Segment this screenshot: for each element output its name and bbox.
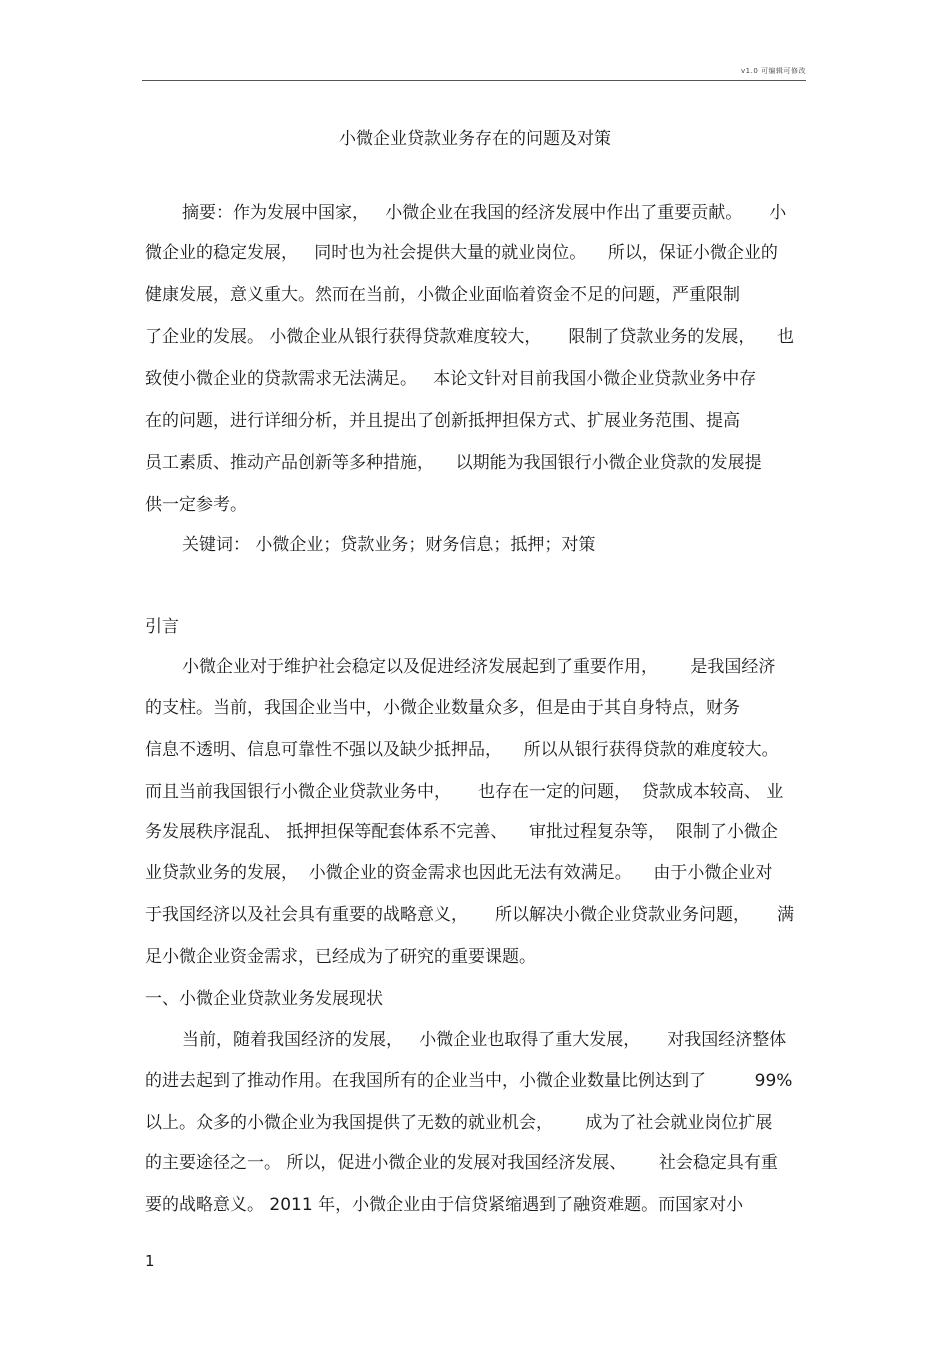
intro-line: 务发展秩序混乱、 抵押担保等配套体系不完善、 审批过程复杂等， 限制了小微企 — [145, 822, 778, 842]
abstract-line: 健康发展，意义重大。然而在当前，小微企业面临着资金不足的问题，严重限制 — [145, 285, 740, 305]
intro-line: 的支柱。当前，我国企业当中，小微企业数量众多，但是由于其自身特点，财务 — [145, 698, 740, 718]
intro-line: 小微企业对于维护社会稳定以及促进经济发展起到了重要作用， 是我国经济 — [182, 657, 776, 677]
section1-line: 的主要途径之一。 所以，促进小微企业的发展对我国经济发展、 社会稳定具有重 — [145, 1153, 778, 1173]
abstract-line: 致使小微企业的贷款需求无法满足。 本论文针对目前我国小微企业贷款业务中存 — [145, 369, 757, 389]
section1-line: 以上。众多的小微企业为我国提供了无数的就业机会， 成为了社会就业岗位扩展 — [145, 1113, 773, 1133]
intro-line: 业贷款业务的发展， 小微企业的资金需求也因此无法有效满足。 由于小微企业对 — [145, 863, 773, 883]
abstract-line: 了企业的发展。 小微企业从银行获得贷款难度较大， 限制了贷款业务的发展， 也 — [145, 327, 795, 347]
keywords: 关键词： 小微企业；贷款业务；财务信息；抵押；对策 — [182, 535, 596, 555]
section-heading-intro: 引言 — [145, 617, 179, 637]
abstract-line: 员工素质、推动产品创新等多种措施， 以期能为我国银行小微企业贷款的发展提 — [145, 453, 762, 473]
header-note: v1.0 可编辑可修改 — [741, 67, 806, 75]
intro-line: 足小微企业资金需求，已经成为了研究的重要课题。 — [145, 947, 536, 967]
intro-line: 而且当前我国银行小微企业贷款业务中， 也存在一定的问题， 贷款成本较高、 业 — [145, 782, 784, 802]
abstract-line: 微企业的稳定发展， 同时也为社会提供大量的就业岗位。 所以，保证小微企业的 — [145, 243, 778, 263]
abstract-line: 摘要：作为发展中国家， 小微企业在我国的经济发展中作出了重要贡献。 小 — [182, 203, 787, 223]
page-number: 1 — [145, 1252, 155, 1270]
abstract-line: 供一定参考。 — [145, 495, 247, 515]
header-rule — [142, 80, 806, 81]
section1-line: 当前，随着我国经济的发展， 小微企业也取得了重大发展， 对我国经济整体 — [182, 1030, 787, 1050]
section1-line: 的进去起到了推动作用。在我国所有的企业当中，小微企业数量比例达到了 99% — [145, 1071, 793, 1091]
intro-line: 于我国经济以及社会具有重要的战略意义， 所以解决小微企业贷款业务问题， 满 — [145, 905, 795, 925]
intro-line: 信息不透明、信息可靠性不强以及缺少抵押品， 所以从银行获得贷款的难度较大。 — [145, 740, 779, 760]
section1-line: 要的战略意义。 2011 年，小微企业由于信贷紧缩遇到了融资难题。而国家对小 — [145, 1195, 744, 1215]
document-title: 小微企业贷款业务存在的问题及对策 — [339, 129, 611, 149]
section-heading-1: 一、小微企业贷款业务发展现状 — [145, 989, 383, 1009]
abstract-line: 在的问题，进行详细分析，并且提出了创新抵押担保方式、扩展业务范围、提高 — [145, 411, 740, 431]
